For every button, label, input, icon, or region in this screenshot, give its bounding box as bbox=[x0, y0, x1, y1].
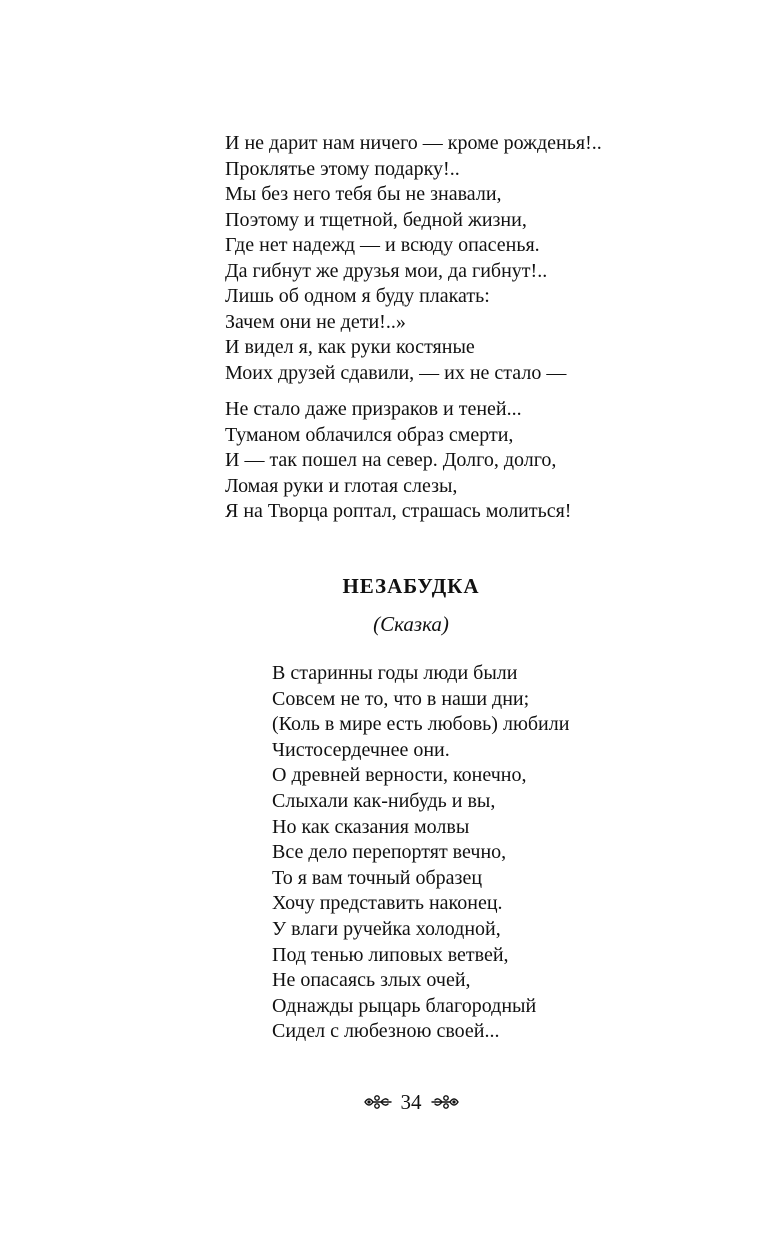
verse-line: Чистосердечнее они. bbox=[272, 738, 450, 761]
poem-title: НЕЗАБУДКА bbox=[342, 574, 480, 598]
verse-line: Однажды рыцарь благородный bbox=[272, 994, 537, 1017]
verse-line: Мы без него тебя бы не знавали, bbox=[225, 183, 502, 205]
verse-line: Моих друзей сдавили, — их не стало — bbox=[225, 361, 567, 384]
verse-line: И видел я, как руки костяные bbox=[225, 336, 475, 358]
verse-line: Слыхали как-нибудь и вы, bbox=[272, 789, 496, 812]
verse-line: Зачем они не дети!..» bbox=[225, 310, 406, 333]
stanza-1 bbox=[225, 131, 602, 386]
poem-subtitle: (Сказка) bbox=[373, 612, 449, 636]
verse-line: Не опасаясь злых очей, bbox=[272, 969, 471, 992]
verse-line: Все дело перепортят вечно, bbox=[272, 841, 507, 864]
verse-line: Но как сказания молвы bbox=[272, 815, 470, 838]
verse-line: Я на Творца роптал, страшась молиться! bbox=[225, 500, 572, 522]
verse-line: И не дарит нам ничего — кроме рожденья!.. bbox=[225, 132, 602, 154]
right-fleuron-icon bbox=[430, 1093, 460, 1111]
verse-line: (Коль в мире есть любовь) любили bbox=[272, 713, 570, 736]
stanza-2 bbox=[225, 397, 571, 525]
page-footer bbox=[0, 1089, 768, 1115]
verse-line: Лишь об одном я буду плакать: bbox=[225, 285, 490, 307]
verse-line: У влаги ручейка холодной, bbox=[272, 917, 501, 940]
verse-line: Сидел с любезною своей... bbox=[272, 1020, 500, 1043]
verse-line: О древней верности, конечно, bbox=[272, 764, 527, 787]
verse-line: Ломая руки и глотая слезы, bbox=[225, 474, 458, 497]
verse-line: И — так пошел на север. Долго, долго, bbox=[225, 449, 557, 471]
verse-line: Под тенью липовых ветвей, bbox=[272, 943, 509, 966]
verse-line: Да гибнут же друзья мои, да гибнут!.. bbox=[225, 259, 548, 282]
verse-line: Не стало даже призраков и теней... bbox=[225, 398, 522, 420]
verse-line: Проклятье этому подарку!.. bbox=[225, 157, 460, 180]
verse-line: Совсем не то, что в наши дни; bbox=[272, 687, 530, 710]
page-number: 34 bbox=[400, 1090, 422, 1114]
verse-line: Хочу представить наконец. bbox=[272, 892, 503, 915]
verse-line: В старинны годы люди были bbox=[272, 662, 518, 684]
verse-line: Туманом облачился образ смерти, bbox=[225, 423, 514, 446]
poem-body bbox=[272, 661, 569, 1045]
verse-line: Поэтому и тщетной, бедной жизни, bbox=[225, 208, 527, 231]
verse-line: То я вам точный образец bbox=[272, 866, 483, 889]
verse-line: Где нет надежд — и всюду опасенья. bbox=[225, 234, 540, 256]
left-fleuron-icon bbox=[363, 1093, 393, 1111]
